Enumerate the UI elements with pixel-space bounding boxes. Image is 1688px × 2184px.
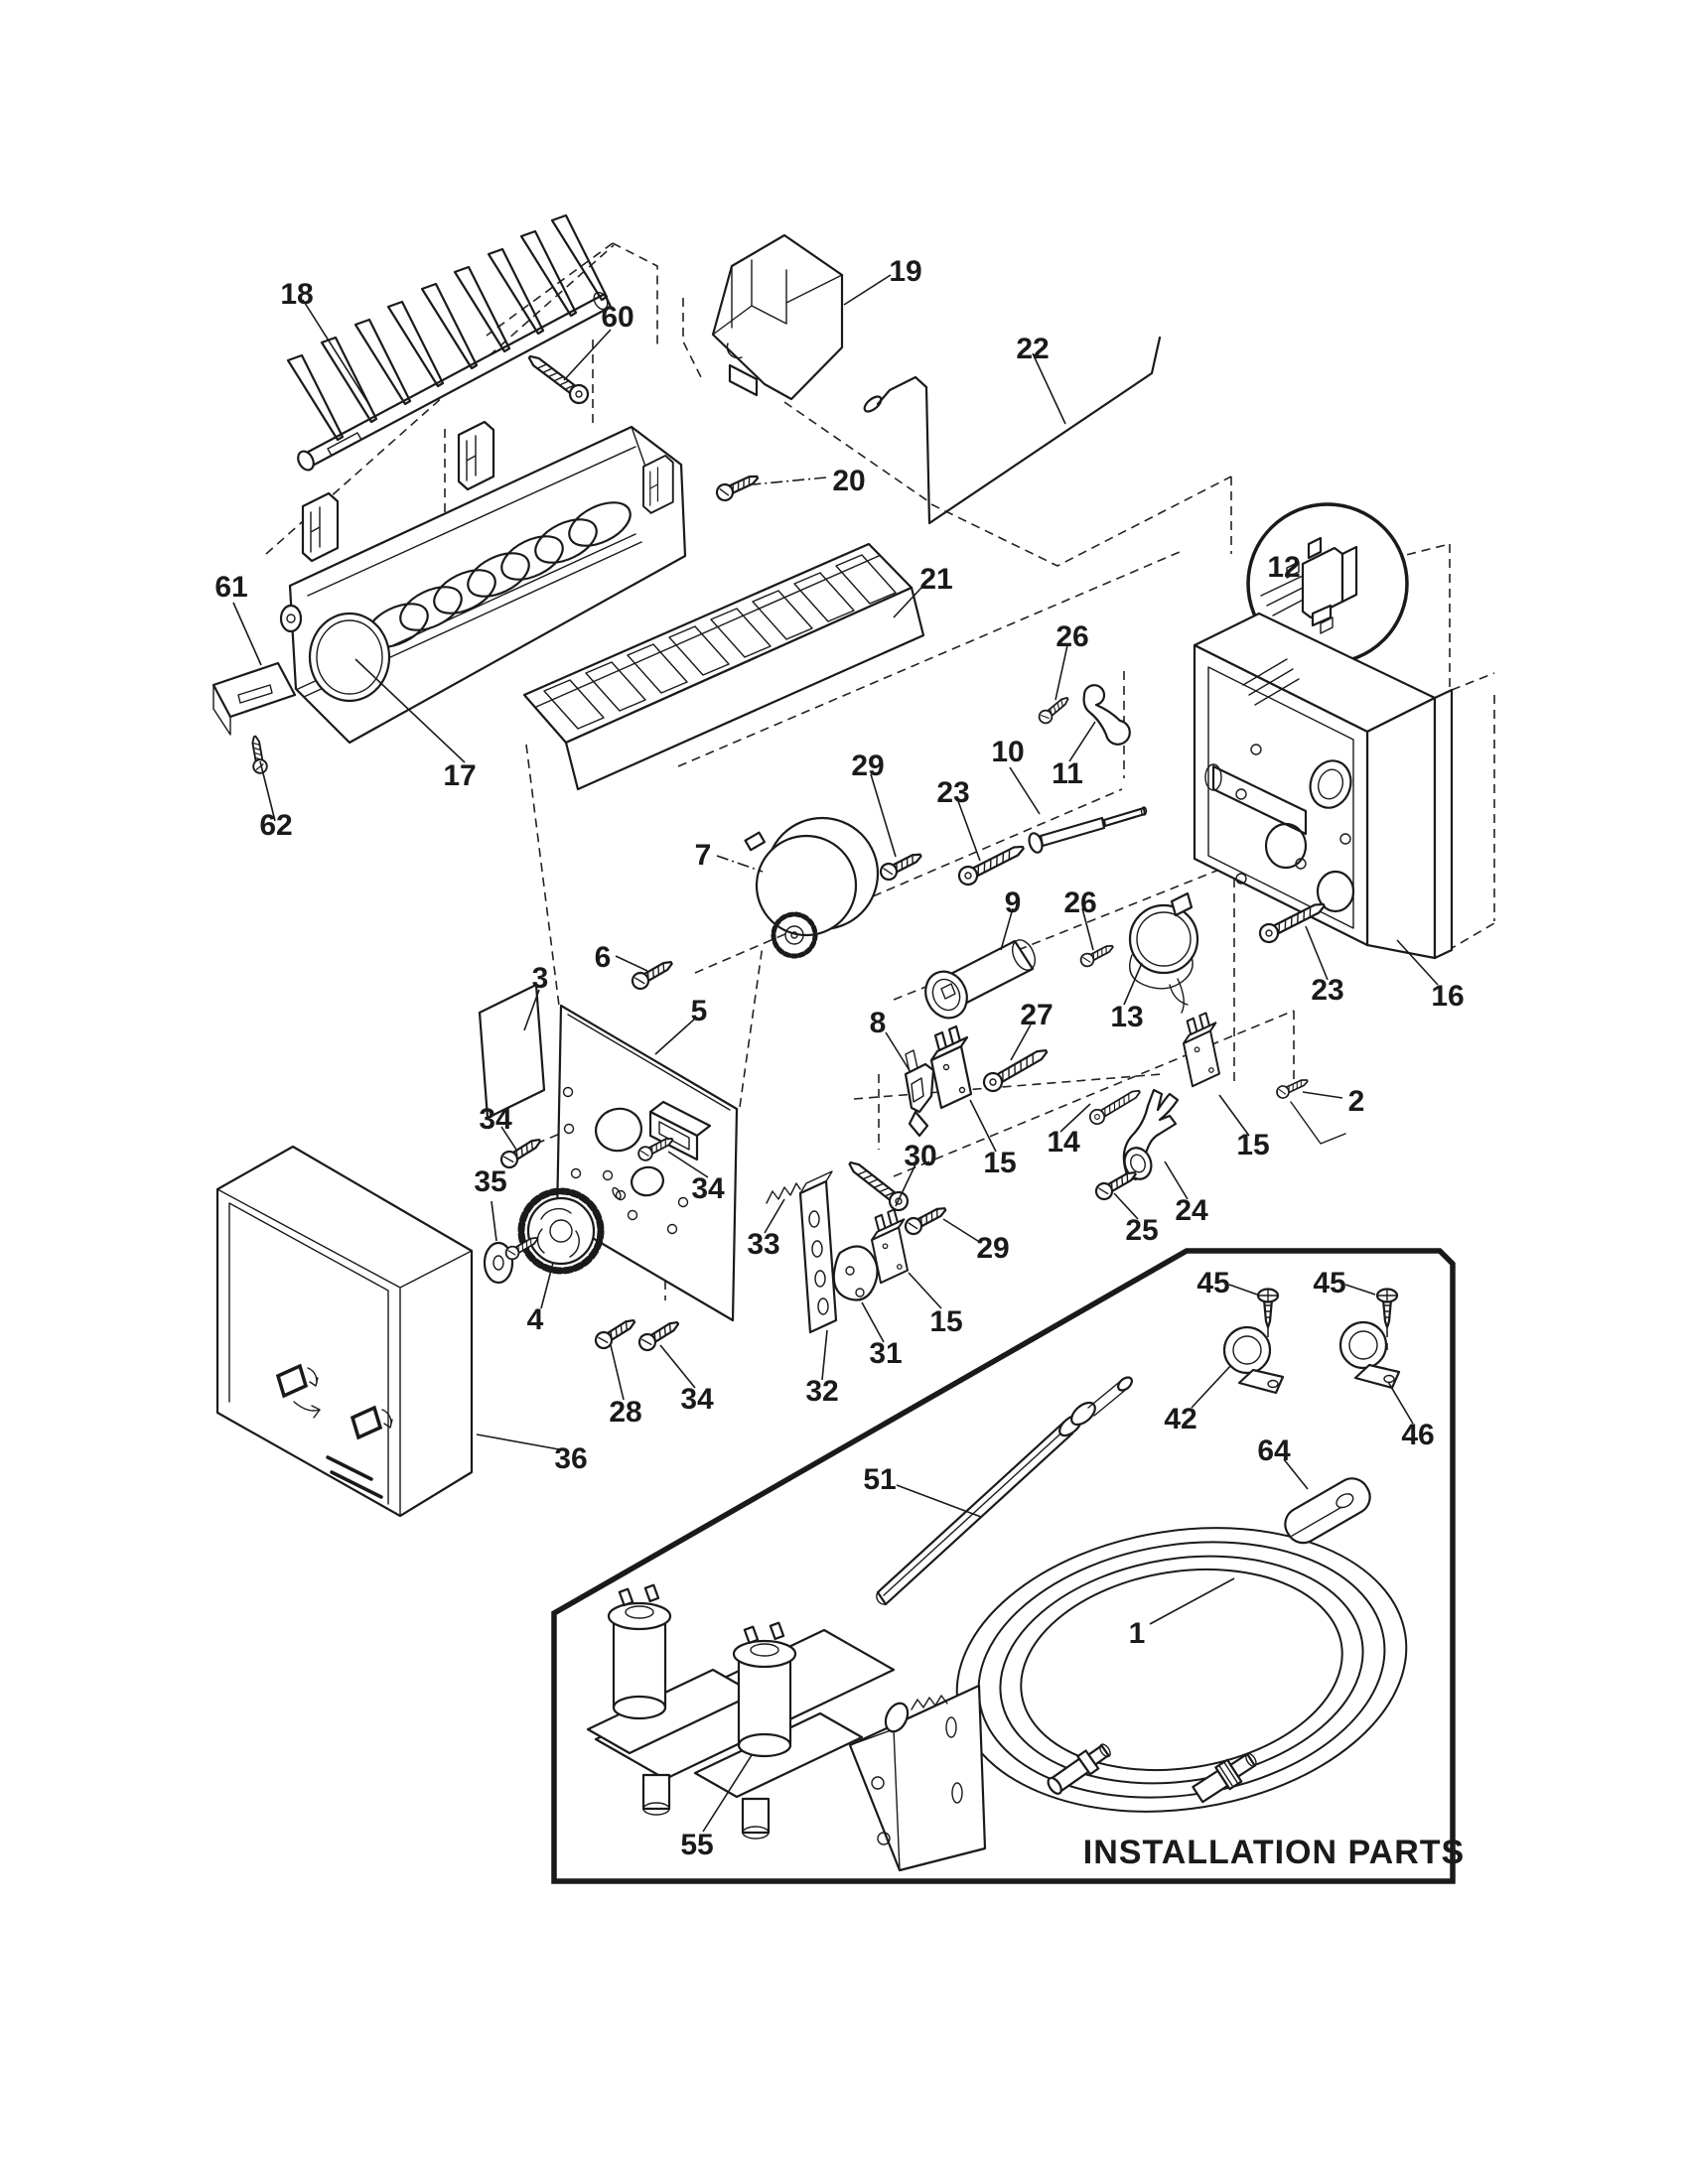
callout-31: 31 <box>869 1337 903 1370</box>
part-1-water-tubing-coil <box>936 1497 1427 1843</box>
callout-42: 42 <box>1164 1403 1197 1435</box>
screw-28 <box>593 1314 638 1351</box>
callout-labels <box>214 255 1464 1861</box>
callout-19: 19 <box>889 255 922 288</box>
callout-60: 60 <box>601 301 634 334</box>
callout-34c: 34 <box>680 1383 714 1416</box>
callout-16: 16 <box>1431 980 1465 1013</box>
callout-25: 25 <box>1125 1214 1159 1247</box>
screw-20 <box>714 471 761 503</box>
screw-14 <box>1087 1085 1143 1127</box>
callout-26a: 26 <box>1055 620 1089 653</box>
part-13-thermostat <box>1130 893 1197 1013</box>
screw-62 <box>248 736 268 774</box>
screw-60 <box>524 349 592 406</box>
part-8-latch-bracket <box>906 1050 933 1136</box>
callout-29a: 29 <box>851 750 885 782</box>
part-18-ejector-shaft <box>288 215 611 473</box>
callout-8: 8 <box>869 1007 887 1039</box>
part-2-clip-screw <box>1275 1075 1345 1144</box>
callout-46: 46 <box>1401 1419 1435 1451</box>
callout-4: 4 <box>526 1303 544 1336</box>
callout-15c: 15 <box>929 1305 963 1338</box>
part-22-shutoff-arm-wire <box>862 338 1160 523</box>
screw-45-left <box>1258 1290 1278 1328</box>
leader-lines <box>233 275 1438 1832</box>
callout-12: 12 <box>1267 551 1301 584</box>
callout-21: 21 <box>919 563 953 596</box>
screw-26-lower <box>1078 941 1115 969</box>
callout-30: 30 <box>904 1140 937 1172</box>
callout-11: 11 <box>1052 757 1083 790</box>
callout-13: 13 <box>1110 1001 1144 1033</box>
part-42-tube-clamp <box>1224 1327 1283 1393</box>
callout-5: 5 <box>690 995 708 1027</box>
callout-26b: 26 <box>1063 887 1097 919</box>
callout-17: 17 <box>443 759 477 792</box>
solenoid-coil <box>609 1585 670 1718</box>
callout-14: 14 <box>1047 1126 1080 1159</box>
callout-1: 1 <box>1128 1617 1146 1650</box>
callout-7: 7 <box>694 839 712 872</box>
callout-51: 51 <box>863 1463 897 1496</box>
callout-55: 55 <box>680 1829 714 1861</box>
callout-10: 10 <box>991 736 1025 768</box>
callout-9: 9 <box>1004 887 1022 919</box>
callout-15a: 15 <box>983 1147 1017 1179</box>
part-5-mounting-plate <box>557 1006 737 1320</box>
callout-29b: 29 <box>976 1232 1010 1265</box>
callout-35: 35 <box>474 1165 507 1198</box>
screw-34-lower <box>636 1316 682 1353</box>
callout-2: 2 <box>1347 1085 1365 1118</box>
callout-36: 36 <box>554 1442 588 1475</box>
screw-25 <box>1093 1166 1139 1202</box>
callout-23b: 23 <box>1311 974 1344 1007</box>
screw-30 <box>845 1157 912 1214</box>
part-10-bearing-pin <box>1027 807 1146 854</box>
callout-34b: 34 <box>691 1172 725 1205</box>
callout-34a: 34 <box>479 1103 512 1136</box>
part-36-front-cover <box>217 1147 472 1516</box>
part-31-cam-plate <box>834 1246 878 1299</box>
part-64-clamp-strap <box>1279 1472 1376 1549</box>
installation-parts-box <box>554 1251 1453 1881</box>
screw-45-right <box>1377 1290 1397 1328</box>
solenoid-coil <box>734 1623 795 1756</box>
switch-15-left <box>931 1026 971 1108</box>
callout-28: 28 <box>609 1396 642 1429</box>
part-46-tube-clamp <box>1340 1322 1399 1388</box>
callout-45a: 45 <box>1196 1267 1230 1299</box>
screw-26-upper <box>1037 694 1071 726</box>
installation-parts-title: INSTALLATION PARTS <box>1082 1834 1466 1871</box>
part-32-mounting-bar <box>800 1171 836 1332</box>
callout-62: 62 <box>259 809 293 842</box>
callout-33: 33 <box>747 1228 780 1261</box>
callout-32: 32 <box>805 1375 839 1408</box>
screw-29-lower <box>903 1202 948 1237</box>
callout-18: 18 <box>280 278 314 311</box>
screw-23-left <box>956 840 1027 887</box>
callout-24: 24 <box>1175 1194 1208 1227</box>
part-19-cover <box>713 235 842 399</box>
callout-45b: 45 <box>1313 1267 1346 1299</box>
part-11-wire-clip <box>1084 685 1130 745</box>
callout-15b: 15 <box>1236 1129 1270 1161</box>
part-55-water-valve <box>588 1585 985 1870</box>
callout-23a: 23 <box>936 776 970 809</box>
part-4-drive-gear <box>521 1191 601 1271</box>
callout-22: 22 <box>1016 333 1050 365</box>
callout-20: 20 <box>832 465 866 497</box>
callout-64: 64 <box>1257 1434 1291 1467</box>
callout-6: 6 <box>594 941 612 974</box>
callout-61: 61 <box>214 571 248 604</box>
part-7-drive-motor <box>746 818 878 956</box>
part-61-bracket <box>213 663 295 735</box>
callout-27: 27 <box>1020 999 1054 1031</box>
switch-15-right <box>1184 1013 1219 1086</box>
callout-3: 3 <box>531 962 549 995</box>
screw-6 <box>630 956 675 992</box>
